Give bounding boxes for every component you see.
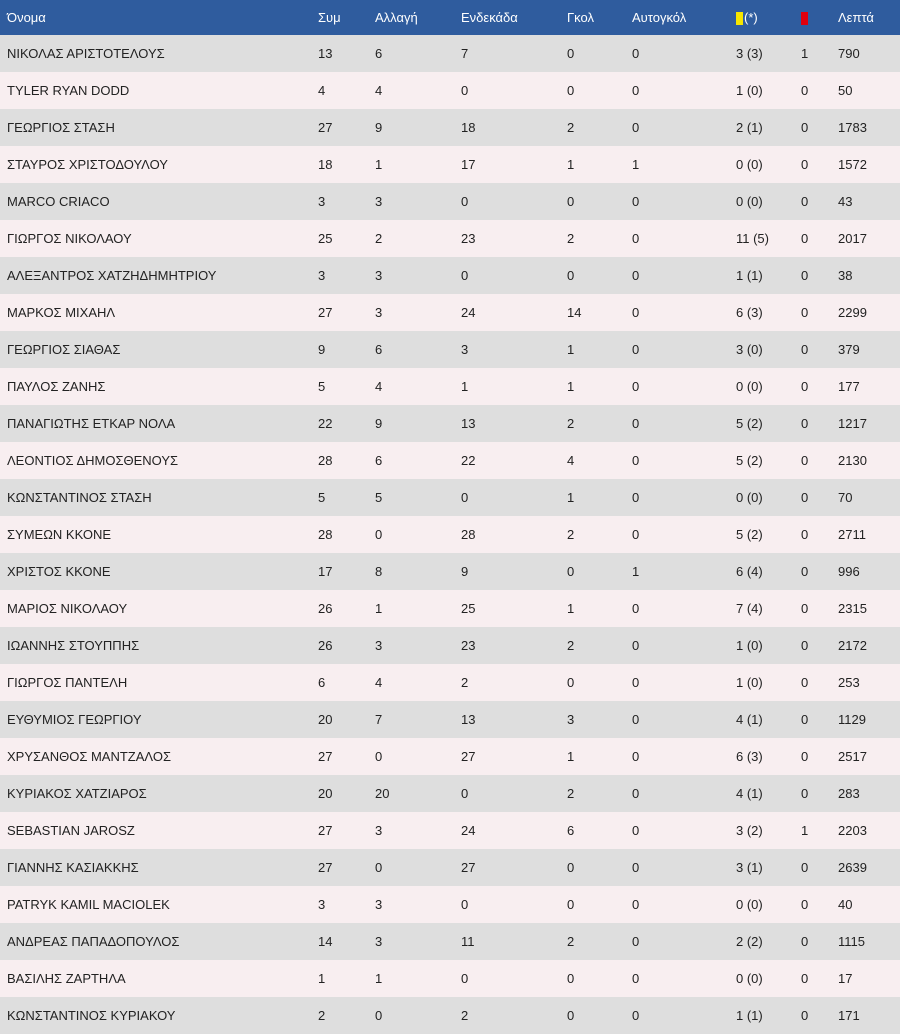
table-body bbox=[0, 35, 900, 1034]
red-cards-cell: 0 bbox=[801, 83, 809, 98]
red-cards-cell: 0 bbox=[801, 342, 809, 357]
red-cards-cell: 0 bbox=[801, 749, 809, 764]
table-header-row bbox=[0, 0, 900, 35]
minutes-cell: 1572 bbox=[838, 157, 867, 172]
player-name: TYLER RYAN DODD bbox=[7, 83, 130, 98]
minutes-cell: 996 bbox=[838, 564, 860, 579]
yellow-cards-cell: 1 (1) bbox=[736, 1008, 763, 1023]
yellow-cards-cell: 4 (1) bbox=[736, 786, 763, 801]
goals-cell: 0 bbox=[567, 860, 575, 875]
sub-cell: 3 bbox=[375, 934, 383, 949]
apps-cell: 2 bbox=[318, 1008, 326, 1023]
yellow-cards-cell: 1 (1) bbox=[736, 268, 763, 283]
sub-cell: 20 bbox=[375, 786, 390, 801]
minutes-cell: 1115 bbox=[838, 934, 865, 949]
apps-cell: 3 bbox=[318, 897, 326, 912]
table-row bbox=[0, 146, 900, 183]
own-goals-cell: 0 bbox=[632, 231, 640, 246]
apps-cell: 27 bbox=[318, 823, 333, 838]
sub-cell: 3 bbox=[375, 268, 383, 283]
own-goals-cell: 0 bbox=[632, 490, 640, 505]
minutes-cell: 2299 bbox=[838, 305, 867, 320]
goals-cell: 2 bbox=[567, 416, 575, 431]
starts-cell: 23 bbox=[461, 638, 476, 653]
red-cards-cell: 0 bbox=[801, 231, 809, 246]
table-row bbox=[0, 479, 900, 516]
yellow-cards-cell: 3 (3) bbox=[736, 46, 763, 61]
yellow-cards-cell: 3 (0) bbox=[736, 342, 763, 357]
goals-cell: 0 bbox=[567, 897, 575, 912]
apps-cell: 28 bbox=[318, 453, 333, 468]
minutes-cell: 253 bbox=[838, 675, 860, 690]
yellow-cards-cell: 2 (1) bbox=[736, 120, 763, 135]
own-goals-cell: 1 bbox=[632, 564, 640, 579]
goals-cell: 0 bbox=[567, 46, 575, 61]
own-goals-cell: 0 bbox=[632, 675, 640, 690]
player-name: ΒΑΣΙΛΗΣ ΖΑΡΤΗΛΑ bbox=[7, 971, 126, 986]
player-name: ΓΕΩΡΓΙΟΣ ΣΤΑΣΗ bbox=[7, 120, 115, 135]
minutes-cell: 2017 bbox=[838, 231, 867, 246]
starts-cell: 11 bbox=[461, 934, 475, 949]
own-goals-cell: 0 bbox=[632, 527, 640, 542]
sub-cell: 9 bbox=[375, 120, 383, 135]
red-cards-cell: 0 bbox=[801, 305, 809, 320]
yellow-cards-cell: 11 (5) bbox=[736, 231, 769, 246]
player-name: ΚΩΝΣΤΑΝΤΙΝΟΣ ΚΥΡΙΑΚΟΥ bbox=[7, 1008, 176, 1023]
yellow-cards-cell: 1 (0) bbox=[736, 83, 763, 98]
starts-cell: 24 bbox=[461, 305, 476, 320]
header-own-goals[interactable]: Αυτογκόλ bbox=[632, 10, 687, 25]
yellow-cards-cell: 0 (0) bbox=[736, 897, 763, 912]
apps-cell: 25 bbox=[318, 231, 333, 246]
sub-cell: 0 bbox=[375, 860, 383, 875]
red-cards-cell: 0 bbox=[801, 527, 809, 542]
apps-cell: 5 bbox=[318, 379, 326, 394]
goals-cell: 2 bbox=[567, 786, 575, 801]
goals-cell: 6 bbox=[567, 823, 575, 838]
apps-cell: 27 bbox=[318, 749, 333, 764]
starts-cell: 18 bbox=[461, 120, 476, 135]
table-row bbox=[0, 516, 900, 553]
player-name: ΜΑΡΚΟΣ ΜΙΧΑΗΛ bbox=[7, 305, 116, 320]
sub-cell: 4 bbox=[375, 379, 383, 394]
starts-cell: 17 bbox=[461, 157, 476, 172]
own-goals-cell: 0 bbox=[632, 601, 640, 616]
table-row bbox=[0, 812, 900, 849]
goals-cell: 3 bbox=[567, 712, 575, 727]
starts-cell: 23 bbox=[461, 231, 476, 246]
minutes-cell: 2517 bbox=[838, 749, 867, 764]
apps-cell: 4 bbox=[318, 83, 326, 98]
yellow-cards-cell: 5 (2) bbox=[736, 416, 763, 431]
yellow-cards-cell: 7 (4) bbox=[736, 601, 763, 616]
apps-cell: 28 bbox=[318, 527, 333, 542]
minutes-cell: 379 bbox=[838, 342, 860, 357]
starts-cell: 1 bbox=[461, 379, 469, 394]
sub-cell: 1 bbox=[375, 601, 383, 616]
apps-cell: 3 bbox=[318, 194, 326, 209]
yellow-cards-cell: 6 (4) bbox=[736, 564, 763, 579]
goals-cell: 1 bbox=[567, 157, 575, 172]
own-goals-cell: 0 bbox=[632, 46, 640, 61]
yellow-cards-cell: 6 (3) bbox=[736, 749, 763, 764]
apps-cell: 22 bbox=[318, 416, 333, 431]
red-cards-cell: 0 bbox=[801, 786, 809, 801]
own-goals-cell: 0 bbox=[632, 749, 640, 764]
player-name: MARCO CRIACO bbox=[7, 194, 110, 209]
minutes-cell: 283 bbox=[838, 786, 860, 801]
goals-cell: 1 bbox=[567, 379, 575, 394]
yellow-card-icon bbox=[736, 12, 743, 25]
sub-cell: 0 bbox=[375, 527, 383, 542]
goals-cell: 2 bbox=[567, 231, 575, 246]
starts-cell: 13 bbox=[461, 712, 476, 727]
minutes-cell: 1783 bbox=[838, 120, 867, 135]
table-row bbox=[0, 590, 900, 627]
own-goals-cell: 0 bbox=[632, 823, 640, 838]
minutes-cell: 171 bbox=[838, 1008, 860, 1023]
goals-cell: 0 bbox=[567, 1008, 575, 1023]
yellow-cards-cell: 1 (0) bbox=[736, 675, 763, 690]
header-apps[interactable]: Συμ bbox=[318, 10, 341, 25]
table-row bbox=[0, 109, 900, 146]
minutes-cell: 50 bbox=[838, 83, 853, 98]
table-row bbox=[0, 220, 900, 257]
apps-cell: 1 bbox=[318, 971, 326, 986]
apps-cell: 17 bbox=[318, 564, 333, 579]
table-row bbox=[0, 294, 900, 331]
sub-cell: 3 bbox=[375, 638, 383, 653]
minutes-cell: 70 bbox=[838, 490, 853, 505]
starts-cell: 2 bbox=[461, 675, 469, 690]
player-name: ΧΡΙΣΤΟΣ ΚΚΟΝΕ bbox=[7, 564, 111, 579]
sub-cell: 0 bbox=[375, 1008, 383, 1023]
table-row bbox=[0, 553, 900, 590]
sub-cell: 3 bbox=[375, 305, 383, 320]
header-starts[interactable]: Ενδεκάδα bbox=[461, 10, 518, 25]
red-cards-cell: 1 bbox=[801, 823, 809, 838]
table-row bbox=[0, 960, 900, 997]
apps-cell: 26 bbox=[318, 601, 333, 616]
red-cards-cell: 0 bbox=[801, 897, 809, 912]
apps-cell: 9 bbox=[318, 342, 326, 357]
goals-cell: 0 bbox=[567, 268, 575, 283]
player-name: ΓΕΩΡΓΙΟΣ ΣΙΑΘΑΣ bbox=[7, 342, 121, 357]
player-name: ΣΥΜΕΩΝ ΚΚΟΝΕ bbox=[7, 527, 112, 542]
goals-cell: 1 bbox=[567, 490, 575, 505]
player-name: ΓΙΑΝΝΗΣ ΚΑΣΙΑΚΚΗΣ bbox=[7, 860, 139, 875]
red-cards-cell: 0 bbox=[801, 453, 809, 468]
table-row bbox=[0, 442, 900, 479]
red-cards-cell: 0 bbox=[801, 1008, 809, 1023]
red-cards-cell: 0 bbox=[801, 157, 809, 172]
header-minutes[interactable]: Λεπτά bbox=[838, 10, 874, 25]
red-cards-cell: 0 bbox=[801, 971, 809, 986]
header-sub[interactable]: Αλλαγή bbox=[375, 10, 418, 25]
goals-cell: 0 bbox=[567, 971, 575, 986]
goals-cell: 2 bbox=[567, 638, 575, 653]
header-yellow-note: (*) bbox=[744, 10, 758, 26]
player-name: ΠΑΥΛΟΣ ΖΑΝΗΣ bbox=[7, 379, 106, 394]
yellow-cards-cell: 3 (1) bbox=[736, 860, 763, 875]
apps-cell: 18 bbox=[318, 157, 333, 172]
goals-cell: 2 bbox=[567, 527, 575, 542]
starts-cell: 0 bbox=[461, 971, 469, 986]
red-cards-cell: 0 bbox=[801, 194, 809, 209]
goals-cell: 0 bbox=[567, 83, 575, 98]
minutes-cell: 2315 bbox=[838, 601, 867, 616]
yellow-cards-cell: 0 (0) bbox=[736, 379, 763, 394]
table-row bbox=[0, 849, 900, 886]
minutes-cell: 1129 bbox=[838, 712, 866, 727]
apps-cell: 27 bbox=[318, 860, 333, 875]
starts-cell: 13 bbox=[461, 416, 476, 431]
yellow-cards-cell: 5 (2) bbox=[736, 527, 763, 542]
yellow-cards-cell: 0 (0) bbox=[736, 157, 763, 172]
apps-cell: 5 bbox=[318, 490, 326, 505]
sub-cell: 6 bbox=[375, 453, 383, 468]
red-cards-cell: 0 bbox=[801, 564, 809, 579]
player-name: SEBASTIAN JAROSZ bbox=[7, 823, 135, 838]
minutes-cell: 790 bbox=[838, 46, 860, 61]
starts-cell: 24 bbox=[461, 823, 476, 838]
yellow-cards-cell: 2 (2) bbox=[736, 934, 763, 949]
sub-cell: 6 bbox=[375, 46, 383, 61]
player-name: ΝΙΚΟΛΑΣ ΑΡΙΣΤΟΤΕΛΟΥΣ bbox=[7, 46, 165, 61]
table-row bbox=[0, 72, 900, 109]
player-name: ΑΛΕΞΑΝΤΡΟΣ ΧΑΤΖΗΔΗΜΗΤΡΙΟΥ bbox=[7, 268, 217, 283]
starts-cell: 2 bbox=[461, 1008, 469, 1023]
starts-cell: 3 bbox=[461, 342, 469, 357]
sub-cell: 1 bbox=[375, 971, 383, 986]
minutes-cell: 2203 bbox=[838, 823, 867, 838]
red-cards-cell: 0 bbox=[801, 675, 809, 690]
yellow-cards-cell: 6 (3) bbox=[736, 305, 763, 320]
goals-cell: 1 bbox=[567, 342, 575, 357]
apps-cell: 3 bbox=[318, 268, 326, 283]
apps-cell: 14 bbox=[318, 934, 333, 949]
apps-cell: 20 bbox=[318, 786, 333, 801]
table-row bbox=[0, 923, 900, 960]
sub-cell: 3 bbox=[375, 194, 383, 209]
own-goals-cell: 0 bbox=[632, 897, 640, 912]
own-goals-cell: 0 bbox=[632, 638, 640, 653]
player-name: ΚΥΡΙΑΚΟΣ ΧΑΤΖΙΑΡΟΣ bbox=[7, 786, 147, 801]
own-goals-cell: 0 bbox=[632, 268, 640, 283]
red-cards-cell: 0 bbox=[801, 601, 809, 616]
starts-cell: 22 bbox=[461, 453, 476, 468]
minutes-cell: 43 bbox=[838, 194, 853, 209]
sub-cell: 2 bbox=[375, 231, 383, 246]
red-cards-cell: 0 bbox=[801, 712, 809, 727]
minutes-cell: 17 bbox=[838, 971, 853, 986]
header-red-cards[interactable] bbox=[794, 0, 831, 35]
table-row bbox=[0, 664, 900, 701]
red-cards-cell: 0 bbox=[801, 638, 809, 653]
starts-cell: 7 bbox=[461, 46, 469, 61]
minutes-cell: 38 bbox=[838, 268, 853, 283]
starts-cell: 27 bbox=[461, 749, 476, 764]
header-yellow-cards[interactable] bbox=[729, 0, 794, 35]
apps-cell: 6 bbox=[318, 675, 326, 690]
sub-cell: 1 bbox=[375, 157, 383, 172]
starts-cell: 0 bbox=[461, 268, 469, 283]
own-goals-cell: 0 bbox=[632, 934, 640, 949]
player-name: ΣΤΑΥΡΟΣ ΧΡΙΣΤΟΔΟΥΛΟΥ bbox=[7, 157, 168, 172]
own-goals-cell: 0 bbox=[632, 305, 640, 320]
sub-cell: 8 bbox=[375, 564, 383, 579]
apps-cell: 27 bbox=[318, 305, 333, 320]
yellow-cards-cell: 4 (1) bbox=[736, 712, 763, 727]
own-goals-cell: 1 bbox=[632, 157, 640, 172]
apps-cell: 13 bbox=[318, 46, 333, 61]
sub-cell: 4 bbox=[375, 675, 383, 690]
table-row bbox=[0, 35, 900, 72]
yellow-cards-cell: 3 (2) bbox=[736, 823, 763, 838]
sub-cell: 4 bbox=[375, 83, 383, 98]
sub-cell: 5 bbox=[375, 490, 383, 505]
table-row bbox=[0, 701, 900, 738]
player-name: ΛΕΟΝΤΙΟΣ ΔΗΜΟΣΘΕΝΟΥΣ bbox=[7, 453, 179, 468]
red-cards-cell: 0 bbox=[801, 416, 809, 431]
header-goals[interactable]: Γκολ bbox=[567, 10, 594, 25]
player-name: ΓΙΩΡΓΟΣ ΠΑΝΤΕΛΗ bbox=[7, 675, 128, 690]
red-card-icon bbox=[801, 12, 808, 25]
own-goals-cell: 0 bbox=[632, 786, 640, 801]
red-cards-cell: 0 bbox=[801, 860, 809, 875]
starts-cell: 28 bbox=[461, 527, 476, 542]
own-goals-cell: 0 bbox=[632, 453, 640, 468]
sub-cell: 7 bbox=[375, 712, 383, 727]
starts-cell: 25 bbox=[461, 601, 476, 616]
player-name: ΚΩΝΣΤΑΝΤΙΝΟΣ ΣΤΑΣΗ bbox=[7, 490, 152, 505]
sub-cell: 3 bbox=[375, 823, 383, 838]
table-row bbox=[0, 331, 900, 368]
header-name[interactable]: Όνομα bbox=[7, 10, 46, 25]
starts-cell: 0 bbox=[461, 83, 469, 98]
minutes-cell: 177 bbox=[838, 379, 860, 394]
yellow-cards-cell: 0 (0) bbox=[736, 194, 763, 209]
table-row bbox=[0, 738, 900, 775]
own-goals-cell: 0 bbox=[632, 342, 640, 357]
minutes-cell: 2639 bbox=[838, 860, 867, 875]
own-goals-cell: 0 bbox=[632, 120, 640, 135]
player-name: ΑΝΔΡΕΑΣ ΠΑΠΑΔΟΠΟΥΛΟΣ bbox=[7, 934, 180, 949]
yellow-cards-cell: 5 (2) bbox=[736, 453, 763, 468]
goals-cell: 0 bbox=[567, 675, 575, 690]
player-name: ΕΥΘΥΜΙΟΣ ΓΕΩΡΓΙΟΥ bbox=[7, 712, 142, 727]
starts-cell: 0 bbox=[461, 786, 469, 801]
player-name: ΙΩΑΝΝΗΣ ΣΤΟΥΠΠΗΣ bbox=[7, 638, 140, 653]
own-goals-cell: 0 bbox=[632, 379, 640, 394]
goals-cell: 2 bbox=[567, 120, 575, 135]
own-goals-cell: 0 bbox=[632, 860, 640, 875]
starts-cell: 0 bbox=[461, 194, 469, 209]
minutes-cell: 40 bbox=[838, 897, 853, 912]
goals-cell: 0 bbox=[567, 194, 575, 209]
own-goals-cell: 0 bbox=[632, 194, 640, 209]
player-name: PATRYK KAMIL MACIOLEK bbox=[7, 897, 170, 912]
apps-cell: 20 bbox=[318, 712, 333, 727]
table-row bbox=[0, 775, 900, 812]
table-row bbox=[0, 627, 900, 664]
own-goals-cell: 0 bbox=[632, 712, 640, 727]
goals-cell: 1 bbox=[567, 749, 575, 764]
minutes-cell: 2172 bbox=[838, 638, 867, 653]
minutes-cell: 1217 bbox=[838, 416, 867, 431]
apps-cell: 26 bbox=[318, 638, 333, 653]
table-row bbox=[0, 183, 900, 220]
red-cards-cell: 0 bbox=[801, 120, 809, 135]
goals-cell: 1 bbox=[567, 601, 575, 616]
table-row bbox=[0, 886, 900, 923]
starts-cell: 0 bbox=[461, 897, 469, 912]
minutes-cell: 2130 bbox=[838, 453, 867, 468]
minutes-cell: 2711 bbox=[838, 527, 866, 542]
goals-cell: 0 bbox=[567, 564, 575, 579]
red-cards-cell: 0 bbox=[801, 490, 809, 505]
red-cards-cell: 0 bbox=[801, 934, 809, 949]
player-name: ΧΡΥΣΑΝΘΟΣ ΜΑΝΤΖΑΛΟΣ bbox=[7, 749, 171, 764]
yellow-cards-cell: 0 (0) bbox=[736, 490, 763, 505]
starts-cell: 9 bbox=[461, 564, 469, 579]
red-cards-cell: 0 bbox=[801, 268, 809, 283]
sub-cell: 3 bbox=[375, 897, 383, 912]
table-row bbox=[0, 257, 900, 294]
player-name: ΠΑΝΑΓΙΩΤΗΣ ΕΤΚΑΡ ΝΟΛΑ bbox=[7, 416, 176, 431]
own-goals-cell: 0 bbox=[632, 416, 640, 431]
sub-cell: 9 bbox=[375, 416, 383, 431]
starts-cell: 0 bbox=[461, 490, 469, 505]
table-row bbox=[0, 997, 900, 1034]
player-name: ΜΑΡΙΟΣ ΝΙΚΟΛΑΟΥ bbox=[7, 601, 128, 616]
sub-cell: 0 bbox=[375, 749, 383, 764]
own-goals-cell: 0 bbox=[632, 971, 640, 986]
sub-cell: 6 bbox=[375, 342, 383, 357]
yellow-cards-cell: 0 (0) bbox=[736, 971, 763, 986]
goals-cell: 4 bbox=[567, 453, 575, 468]
goals-cell: 2 bbox=[567, 934, 575, 949]
apps-cell: 27 bbox=[318, 120, 333, 135]
table-row bbox=[0, 368, 900, 405]
table-row bbox=[0, 405, 900, 442]
red-cards-cell: 0 bbox=[801, 379, 809, 394]
red-cards-cell: 1 bbox=[801, 46, 809, 61]
player-name: ΓΙΩΡΓΟΣ ΝΙΚΟΛΑΟΥ bbox=[7, 231, 132, 246]
own-goals-cell: 0 bbox=[632, 1008, 640, 1023]
starts-cell: 27 bbox=[461, 860, 476, 875]
yellow-cards-cell: 1 (0) bbox=[736, 638, 763, 653]
own-goals-cell: 0 bbox=[632, 83, 640, 98]
goals-cell: 14 bbox=[567, 305, 582, 320]
